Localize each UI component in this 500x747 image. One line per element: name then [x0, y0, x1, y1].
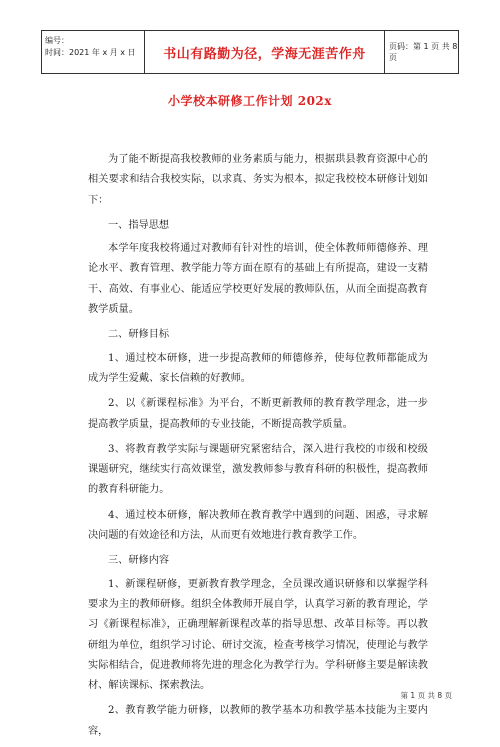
motto-cell [145, 31, 385, 73]
body-paragraph: 3、将教育教学实际与课题研究紧密结合，深入进行我校的市级和校级课题研究，继续实行高效课堂，激发教师参与教育科研的积极性，提高教师的教育科研能力。 [88, 443, 428, 496]
page-info-text: 页码：第 1 页 共 8 页 [389, 42, 458, 62]
section-heading: 二、研修目标 [108, 329, 170, 341]
header-table [41, 30, 459, 74]
time-label: 时间：2021 年 x 月 x 日 [45, 48, 136, 57]
motto-text: 书山有路勤为径，学海无涯苦作舟 [163, 46, 366, 62]
body-paragraph: 2、教育教学能力研修，以教师的教学基本功和教学基本技能为主要内容， [88, 705, 428, 737]
document-body [88, 150, 428, 747]
section-heading: 一、指导思想 [108, 219, 170, 231]
body-paragraph: 本学年度我校将通过对教师有针对性的培训，使全体教师师德修养、理论水平、教育管理、教学能力等方面在原有的基础上有所提高，建设一支精干、高效、有事业心、能适应学校更好发展的教师队伍，从而全面提高教育教学质量。 [88, 243, 428, 316]
body-paragraph: 1、通过校本研修，进一步提高教师的师德修养，使每位教师都能成为成为学生爱戴、家长信赖的好教师。 [88, 352, 428, 384]
body-paragraph: 2、以《新课程标准》为平台，不断更新教师的教育教学理念，进一步提高教学质量，提高教师的专业技能，不断提高教学质量。 [88, 398, 428, 430]
number-label: 编号： [45, 36, 69, 45]
body-paragraph: 4、通过校本研修，解决教师在教育教学中遇到的问题、困惑，寻求解决问题的有效途径和方法，从而更有效地进行教育教学工作。 [88, 509, 428, 542]
body-paragraph: 1、新课程研修，更新教育教学理念，全员课改通识研修和以掌握学科要求为主的教师研修。组织全体教师开展自学，认真学习新的教育理论，学习《新课程标准》，正确理解新课程改革的指导思想、改革目标等。再以教研组为单位，组织学习讨论、研讨交流，检查考核学习情况，使理论与教学实际相结合，促进教师将先进的理念化为教学行为。学科研修主要是解读教材、解读课标、探索教法。 [88, 578, 428, 692]
page-footer: 第 1 页 共 8 页 [400, 691, 452, 700]
intro-paragraph: 为了能不断提高我校教师的业务素质与能力，根据珙县教育资源中心的相关要求和结合我校实际，以求真、务实为根本，拟定我校校本研修计划如下： [88, 154, 428, 206]
page-info-cell [385, 31, 458, 73]
section-heading: 三、研修内容 [108, 555, 170, 567]
header-meta-cell [42, 31, 145, 73]
document-title: 小学校本研修工作计划 202x [168, 94, 332, 108]
